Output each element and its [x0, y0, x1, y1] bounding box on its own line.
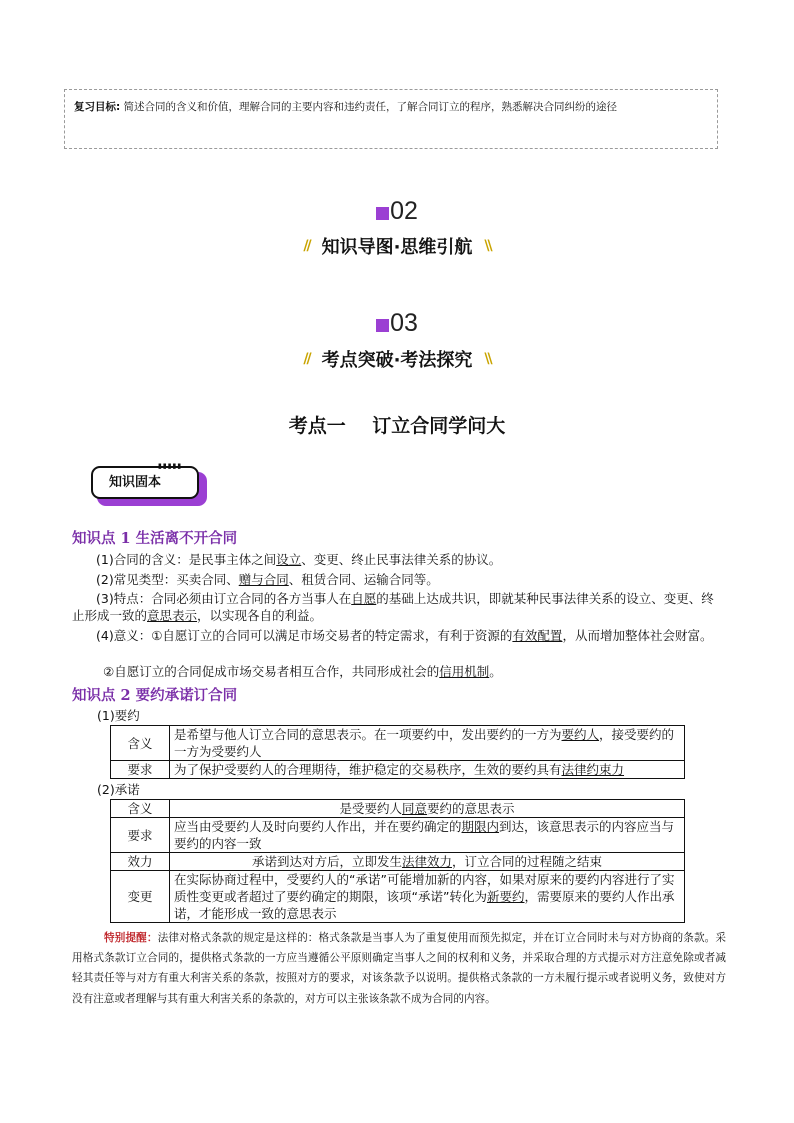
section-number-text: 02: [390, 197, 418, 225]
accept-value-3: 承诺到达对方后，立即发生法律效力，订立合同的过程随之结束: [170, 853, 685, 871]
offer-value-1: 是希望与他人订立合同的意思表示。在一项要约中，发出要约的一方为要约人，接受要约的一方为受要约人: [170, 726, 685, 761]
accept-value-4: 在实际协商过程中，受要约人的“承诺”可能增加新的内容，如果对原来的要约内容进行了实质性变更或者超过了要约确定的期限，该项“承诺”转化为新要约，需要原来的要约人作出承诺，才能形成一致的意思表示: [170, 871, 685, 923]
section-number-02: [0, 197, 794, 226]
slash-decoration-icon: //: [303, 238, 310, 254]
accept-key-4: 变更: [111, 871, 170, 923]
section-banner-03: [0, 346, 794, 372]
knowledge-badge: [91, 462, 207, 506]
kp1-item-2: (2)常见类型：买卖合同、赠与合同、租赁合同、运输合同等。: [96, 572, 439, 587]
accept-label: (2)承诺: [97, 782, 140, 797]
offer-key-2: 要求: [111, 761, 170, 779]
section-number-text: 03: [390, 309, 418, 337]
offer-table: [110, 725, 685, 779]
section-title: 考点突破·考法探究: [316, 346, 479, 372]
special-reminder: [72, 928, 726, 1009]
kp1-item-1: (1)合同的含义：是民事主体之间设立、变更、终止民事法律关系的协议。: [96, 552, 502, 567]
badge-label: 知识固本: [91, 466, 199, 499]
accept-key-1: 含义: [111, 800, 170, 818]
offer-value-2: 为了保护受要约人的合理期待，维护稳定的交易秩序，生效的要约具有法律约束力: [170, 761, 685, 779]
kp1-item-5: ②自愿订立的合同促成市场交易者相互合作，共同形成社会的信用机制。: [103, 664, 502, 679]
section-number-03: [0, 309, 794, 338]
slash-decoration-icon: //: [303, 351, 310, 367]
slash-decoration-icon: \\: [484, 351, 491, 367]
special-reminder-label: 特别提醒：: [104, 932, 158, 944]
purple-square-icon: [376, 207, 389, 220]
table-row: [111, 726, 685, 761]
accept-key-3: 效力: [111, 853, 170, 871]
purple-square-icon: [376, 319, 389, 332]
table-row: [111, 871, 685, 923]
review-goal-label: 复习目标:: [74, 101, 121, 113]
accept-table: [110, 799, 685, 923]
accept-value-1: 是受要约人同意要约的意思表示: [170, 800, 685, 818]
kp1-item-3: (3)特点：合同必须由订立合同的各方当事人在自愿的基础上达成共识，即就某种民事法律关系的设立、变更、终止形成一致的意思表示，以实现各自的利益。: [72, 591, 714, 623]
accept-key-2: 要求: [111, 818, 170, 853]
special-reminder-text: 法律对格式条款的规定是这样的：格式条款是当事人为了重复使用而预先拟定，并在订立合同时未与对方协商的条款。采用格式条款订立合同的，提供格式条款的一方应当遵循公平原则确定当事人之间的权利和义务，并采取合理的方式提示对方注意免除或者减轻其责任等与对方有重大利害关系的条款，按照对方的要求，对该条款予以说明。提供格式条款的一方未履行提示或者说明义务，致使对方没有注意或者理解与其有重大利害关系的条款的，对方可以主张该条款不成为合同的内容。: [72, 932, 727, 1005]
table-row: [111, 818, 685, 853]
table-row: [111, 761, 685, 779]
kaodian-heading: 考点一 订立合同学问大: [288, 415, 506, 437]
review-goal-text: 简述合同的含义和价值，理解合同的主要内容和违约责任，了解合同订立的程序，熟悉解决合同纠纷的途径: [123, 101, 618, 113]
kp1-item-4: (4)意义：①自愿订立的合同可以满足市场交易者的特定需求，有利于资源的有效配置，从而增加整体社会财富。: [96, 628, 713, 643]
review-goal-box: [64, 89, 718, 149]
offer-label: (1)要约: [97, 708, 140, 723]
knowledge-point-1-title: 知识点 1 生活离不开合同: [72, 530, 238, 547]
slash-decoration-icon: \\: [484, 238, 491, 254]
accept-value-2: 应当由受要约人及时向要约人作出，并在要约确定的期限内到达，该意思表示的内容应当与要约的内容一致: [170, 818, 685, 853]
section-banner-02: [0, 233, 794, 259]
section-title: 知识导图·思维引航: [316, 233, 479, 259]
knowledge-point-2-title: 知识点 2 要约承诺订合同: [72, 687, 238, 704]
table-row: [111, 853, 685, 871]
table-row: [111, 800, 685, 818]
offer-key-1: 含义: [111, 726, 170, 761]
notebook-rings-icon: ▮▮▮▮▮: [158, 462, 183, 470]
